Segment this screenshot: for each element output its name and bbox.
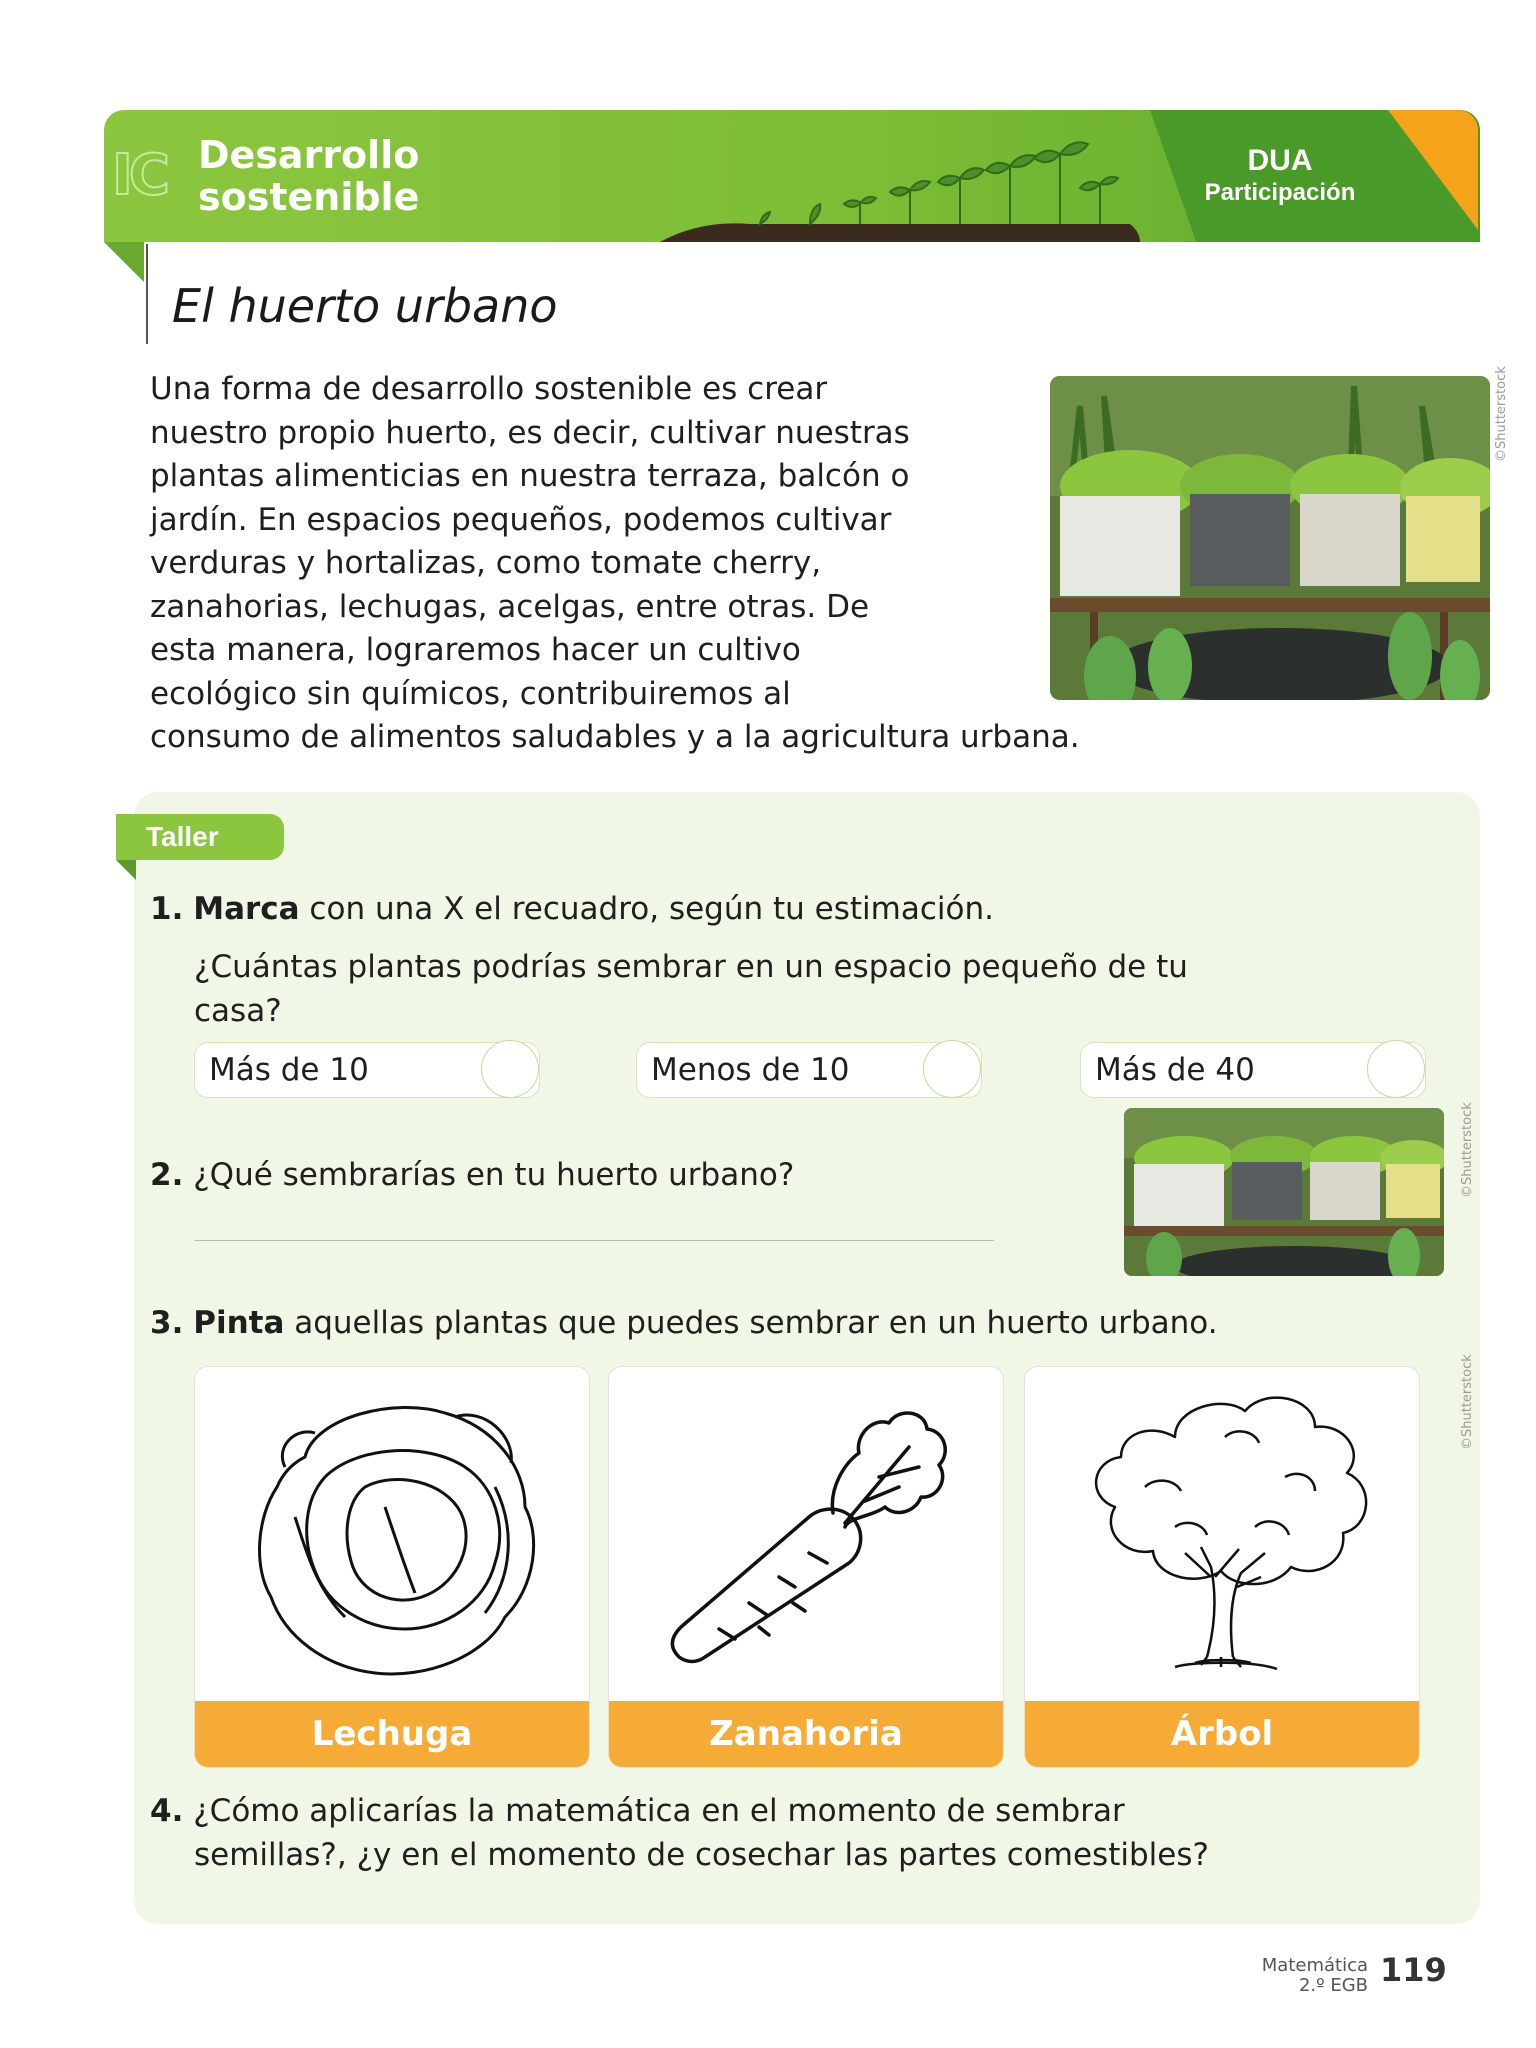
footer-grade: 2.º EGB xyxy=(1298,1975,1368,1996)
q2-text: ¿Qué sembrarías en tu huerto urbano? xyxy=(193,1157,795,1193)
photo-credit-small: ©Shutterstock xyxy=(1460,1102,1475,1198)
question-1 xyxy=(150,888,994,931)
intro-line: jardín. En espacios pequeños, podemos cultivar xyxy=(150,501,892,538)
q4-line1: ¿Cómo aplicarías la matemática en el momento de sembrar xyxy=(193,1793,1125,1829)
intro-line: ecológico sin químicos, contribuiremos al xyxy=(150,675,791,712)
card-caption: Zanahoria xyxy=(609,1701,1003,1767)
footer-subject xyxy=(1150,1956,1368,1996)
q2-answer-line[interactable] xyxy=(194,1240,994,1241)
option-label: Menos de 10 xyxy=(651,1052,850,1088)
carrot-drawing[interactable] xyxy=(609,1367,1004,1703)
page-number: 119 xyxy=(1380,1951,1447,1989)
intro-line: Una forma de desarrollo sostenible es crear xyxy=(150,371,828,407)
q3-number: 3. xyxy=(150,1305,184,1341)
intro-line: nuestro propio huerto, es decir, cultivar nuestras xyxy=(150,414,910,451)
photo-credit: ©Shutterstock xyxy=(1494,366,1509,462)
taller-fold xyxy=(116,860,136,880)
q2-number: 2. xyxy=(150,1157,184,1193)
ic-logo: IC xyxy=(112,143,166,208)
tree-drawing[interactable] xyxy=(1025,1367,1420,1703)
page-title: El huerto urbano xyxy=(172,279,558,333)
option-more-than-10[interactable] xyxy=(194,1042,540,1098)
card-carrot[interactable] xyxy=(608,1366,1004,1768)
banner-fold xyxy=(104,242,144,282)
card-caption: Lechuga xyxy=(195,1701,589,1767)
q3-verb: Pinta xyxy=(193,1305,285,1341)
intro-line: zanahorias, lechugas, acelgas, entre otras. De xyxy=(150,588,870,625)
intro-line: esta manera, lograremos hacer un cultivo xyxy=(150,632,801,668)
q1-verb: Marca xyxy=(193,891,300,927)
sprouts-illustration xyxy=(660,128,1140,242)
title-rule xyxy=(146,244,148,344)
intro-paragraph xyxy=(150,368,1080,760)
card-caption: Árbol xyxy=(1025,1701,1419,1767)
q1-instruction: con una X el recuadro, según tu estimación. xyxy=(299,891,994,927)
option-less-than-10[interactable] xyxy=(636,1042,982,1098)
option-more-than-40[interactable] xyxy=(1080,1042,1426,1098)
option-checkbox[interactable] xyxy=(923,1040,981,1098)
option-label: Más de 10 xyxy=(209,1052,369,1088)
footer-subject-name: Matemática xyxy=(1261,1955,1368,1976)
q4-line2: semillas?, ¿y en el momento de cosechar las partes comestibles? xyxy=(194,1837,1209,1873)
option-label: Más de 40 xyxy=(1095,1052,1255,1088)
card-lettuce[interactable] xyxy=(194,1366,590,1768)
lettuce-drawing[interactable] xyxy=(195,1367,590,1703)
intro-line: verduras y hortalizas, como tomate cherry, xyxy=(150,545,822,581)
q1-number: 1. xyxy=(150,891,184,927)
banner-title xyxy=(198,134,598,218)
q4-number: 4. xyxy=(150,1793,184,1829)
q3-instruction: aquellas plantas que puedes sembrar en un huerto urbano. xyxy=(284,1305,1218,1341)
intro-line: consumo de alimentos saludables y a la agricultura urbana. xyxy=(150,719,1080,755)
photo-credit-cards: ©Shutterstock xyxy=(1460,1354,1475,1450)
dua-subtitle: Participación xyxy=(1204,179,1356,206)
garden-photo xyxy=(1050,376,1490,700)
intro-line: plantas alimenticias en nuestra terraza, balcón o xyxy=(150,458,910,494)
banner-title-line2: sostenible xyxy=(198,175,420,219)
option-checkbox[interactable] xyxy=(481,1040,539,1098)
q1-question-line1: ¿Cuántas plantas podrías sembrar en un espacio pequeño de tu xyxy=(194,949,1188,985)
dua-title: DUA xyxy=(1247,144,1313,177)
banner-title-line1: Desarrollo xyxy=(198,133,420,177)
question-4 xyxy=(150,1790,1125,1833)
q1-question-line2: casa? xyxy=(194,993,282,1029)
taller-label: Taller xyxy=(116,814,284,860)
option-checkbox[interactable] xyxy=(1367,1040,1425,1098)
garden-photo-small xyxy=(1124,1108,1444,1276)
dua-badge xyxy=(1180,144,1380,208)
question-3 xyxy=(150,1302,1218,1345)
card-tree[interactable] xyxy=(1024,1366,1420,1768)
question-2 xyxy=(150,1154,794,1197)
